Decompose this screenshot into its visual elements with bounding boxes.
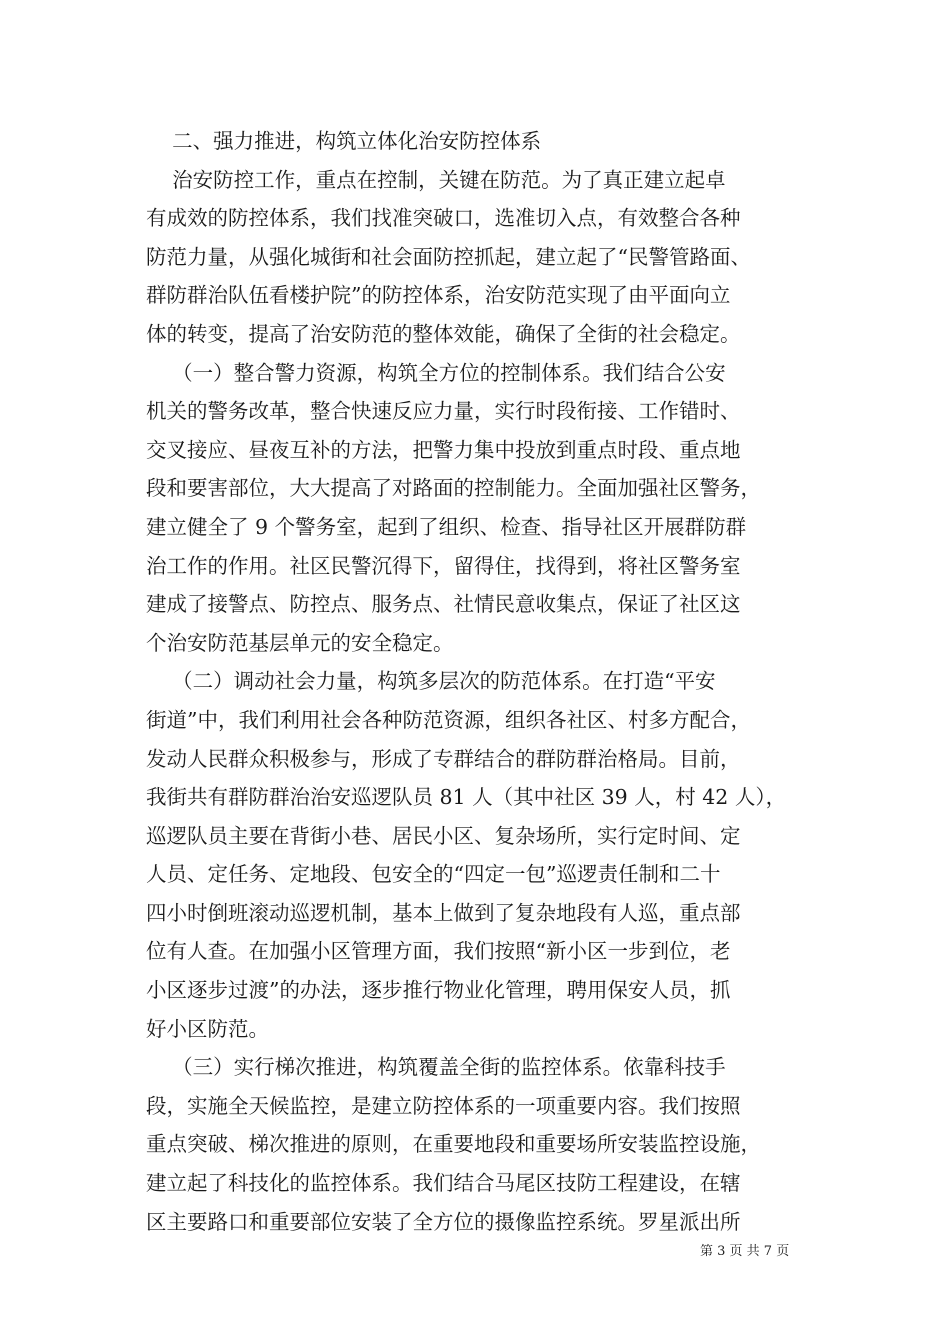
text-line: 街道”中，我们利用社会各种防范资源，组织各社区、村多方配合， xyxy=(146,707,751,732)
text-line: 我街共有群防群治治安巡逻队员 81 人（其中社区 39 人，村 42 人）， xyxy=(146,785,787,810)
text-line: 交叉接应、昼夜互补的方法，把警力集中投放到重点时段、重点地 xyxy=(146,437,741,462)
text-line: 机关的警务改革，整合快速反应力量，实行时段衔接、工作错时、 xyxy=(146,399,741,424)
text-line: 治安防控工作，重点在控制，关键在防范。为了真正建立起卓 xyxy=(146,167,726,192)
text-line: 人员、定任务、定地段、包安全的“四定一包”巡逻责任制和二十 xyxy=(146,862,721,887)
text-line: （一）整合警力资源，构筑全方位的控制体系。我们结合公安 xyxy=(146,360,726,385)
text-line: 建成了接警点、防控点、服务点、社情民意收集点，保证了社区这 xyxy=(146,592,741,617)
text-line: 发动人民群众积极参与，形成了专群结合的群防群治格局。目前， xyxy=(146,746,741,771)
text-line: 段和要害部位，大大提高了对路面的控制能力。全面加强社区警务， xyxy=(146,476,761,501)
text-line: 有成效的防控体系，我们找准突破口，选准切入点，有效整合各种 xyxy=(146,206,741,231)
text-line: 群防群治队伍看楼护院”的防控体系，治安防范实现了由平面向立 xyxy=(146,283,731,308)
text-line: 重点突破、梯次推进的原则，在重要地段和重要场所安装监控设施， xyxy=(146,1132,761,1157)
text-line: 位有人查。在加强小区管理方面，我们按照“新小区一步到位，老 xyxy=(146,939,731,964)
text-line: 防范力量，从强化城街和社会面防控抓起，建立起了“民警管路面、 xyxy=(146,244,751,269)
page-number-footer: 第 3 页 共 7 页 xyxy=(700,1244,790,1259)
text-line: 段，实施全天候监控，是建立防控体系的一项重要内容。我们按照 xyxy=(146,1093,741,1118)
text-line: 治工作的作用。社区民警沉得下，留得住，找得到，将社区警务室 xyxy=(146,553,741,578)
text-line: 体的转变，提高了治安防范的整体效能，确保了全街的社会稳定。 xyxy=(146,321,741,346)
text-line: 二、强力推进，构筑立体化治安防控体系 xyxy=(146,129,542,153)
text-line: 巡逻队员主要在背街小巷、居民小区、复杂场所，实行定时间、定 xyxy=(146,823,741,848)
text-line: （二）调动社会力量，构筑多层次的防范体系。在打造“平安 xyxy=(146,669,716,694)
text-line: 建立起了科技化的监控体系。我们结合马尾区技防工程建设，在辖 xyxy=(146,1171,741,1196)
text-line: 好小区防范。 xyxy=(146,1016,269,1041)
text-line: 小区逐步过渡”的办法，逐步推行物业化管理，聘用保安人员，抓 xyxy=(146,978,731,1003)
text-line: 个治安防范基层单元的安全稳定。 xyxy=(146,630,454,655)
text-line: 建立健全了 9 个警务室，起到了组织、检查、指导社区开展群防群 xyxy=(146,514,747,539)
text-line: 四小时倒班滚动巡逻机制，基本上做到了复杂地段有人巡，重点部 xyxy=(146,900,741,925)
document-body xyxy=(146,122,806,1241)
text-line: （三）实行梯次推进，构筑覆盖全街的监控体系。依靠科技手 xyxy=(146,1055,726,1080)
text-line: 区主要路口和重要部位安装了全方位的摄像监控系统。罗星派出所 xyxy=(146,1209,741,1234)
